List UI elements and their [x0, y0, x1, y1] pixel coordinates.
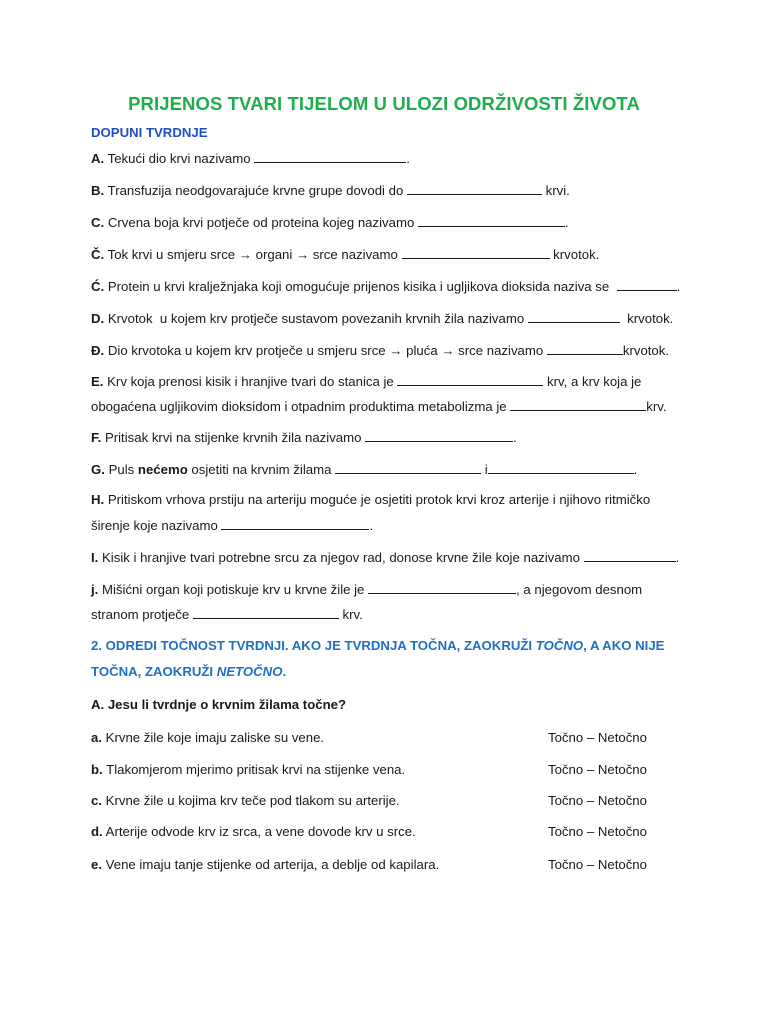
statement-i: I. Kisik i hranjive tvari potrebne srcu za njegov rad, donose krvne žile koje nazivamo .	[91, 550, 680, 565]
statement-e-line2: obogaćena ugljikovim dioksidom i otpadnim produktima metabolizma je krv.	[91, 399, 667, 414]
answer-blank[interactable]	[528, 310, 620, 323]
statement-j-line2: stranom protječe krv.	[91, 607, 363, 622]
statement-j-line1: j. Mišićni organ koji potiskuje krv u krvne žile je , a njegovom desnom	[91, 582, 643, 597]
statement-c-acute: Ć. Protein u krvi kralježnjaka koji omogućuje prijenos kisika i ugljikova dioksida naziva se .	[91, 279, 681, 294]
tf-statement-e: e. Vene imaju tanje stijenke od arterija, a deblje od kapilara.	[91, 857, 440, 872]
answer-blank[interactable]	[365, 429, 513, 442]
answer-blank[interactable]	[617, 278, 677, 291]
statement-f: F. Pritisak krvi na stijenke krvnih žila nazivamo .	[91, 430, 517, 445]
tf-statement-b: b. Tlakomjerom mjerimo pritisak krvi na stijenke vena.	[91, 762, 406, 777]
statement-h-line2: širenje koje nazivamo .	[91, 518, 374, 533]
answer-blank[interactable]	[418, 214, 565, 227]
section2-heading-line2: TOČNA, ZAOKRUŽI NETOČNO.	[91, 664, 287, 679]
answer-blank[interactable]	[368, 581, 516, 594]
tf-statement-a: a. Krvne žile koje imaju zaliske su vene.	[91, 730, 325, 745]
answer-blank[interactable]	[584, 549, 676, 562]
statement-a: A. Tekući dio krvi nazivamo .	[91, 151, 410, 166]
answer-blank[interactable]	[547, 342, 623, 355]
section2-subheading: A. Jesu li tvrdnje o krvnim žilama točne?	[91, 697, 347, 712]
answer-blank[interactable]	[254, 150, 406, 163]
page-title: PRIJENOS TVARI TIJELOM U ULOZI ODRŽIVOSTI ŽIVOTA	[128, 93, 640, 114]
statement-d: D. Krvotok u kojem krv protječe sustavom povezanih krvnih žila nazivamo krvotok.	[91, 311, 674, 326]
answer-blank[interactable]	[335, 461, 481, 474]
answer-blank[interactable]	[488, 461, 634, 474]
statement-dj: Đ. Dio krvotoka u kojem krv protječe u smjeru srce → pluća → srce nazivamo krvotok.	[91, 343, 670, 358]
statement-b: B. Transfuzija neodgovarajuće krvne grupe dovodi do krvi.	[91, 183, 570, 198]
tf-answer-c[interactable]: Točno – Netočno	[548, 793, 647, 808]
tf-statement-d: d. Arterije odvode krv iz srca, a vene dovode krv u srce.	[91, 824, 416, 839]
answer-blank[interactable]	[407, 182, 542, 195]
tf-answer-b[interactable]: Točno – Netočno	[548, 762, 647, 777]
tf-answer-a[interactable]: Točno – Netočno	[548, 730, 647, 745]
statement-e-line1: E. Krv koja prenosi kisik i hranjive tvari do stanica je krv, a krv koja je	[91, 374, 642, 389]
tf-answer-d[interactable]: Točno – Netočno	[548, 824, 647, 839]
answer-blank[interactable]	[402, 246, 550, 259]
section1-heading: DOPUNI TVRDNJE	[91, 125, 208, 140]
tf-answer-e[interactable]: Točno – Netočno	[548, 857, 647, 872]
statement-c-caron: Č. Tok krvi u smjeru srce → organi → srce nazivamo krvotok.	[91, 247, 600, 262]
statement-g: G. Puls nećemo osjetiti na krvnim žilama i .	[91, 462, 638, 477]
statement-h-line1: H. Pritiskom vrhova prstiju na arteriju moguće je osjetiti protok krvi kroz arterije i njihovo ritmičko	[91, 492, 651, 507]
section2-heading-line1: 2. ODREDI TOČNOST TVRDNJI. AKO JE TVRDNJA TOČNA, ZAOKRUŽI TOČNO, A AKO NIJE	[91, 638, 665, 653]
answer-blank[interactable]	[397, 373, 543, 386]
statement-c: C. Crvena boja krvi potječe od proteina kojeg nazivamo .	[91, 215, 569, 230]
answer-blank[interactable]	[221, 517, 369, 530]
tf-statement-c: c. Krvne žile u kojima krv teče pod tlakom su arterije.	[91, 793, 400, 808]
answer-blank[interactable]	[193, 606, 339, 619]
answer-blank[interactable]	[510, 398, 646, 411]
